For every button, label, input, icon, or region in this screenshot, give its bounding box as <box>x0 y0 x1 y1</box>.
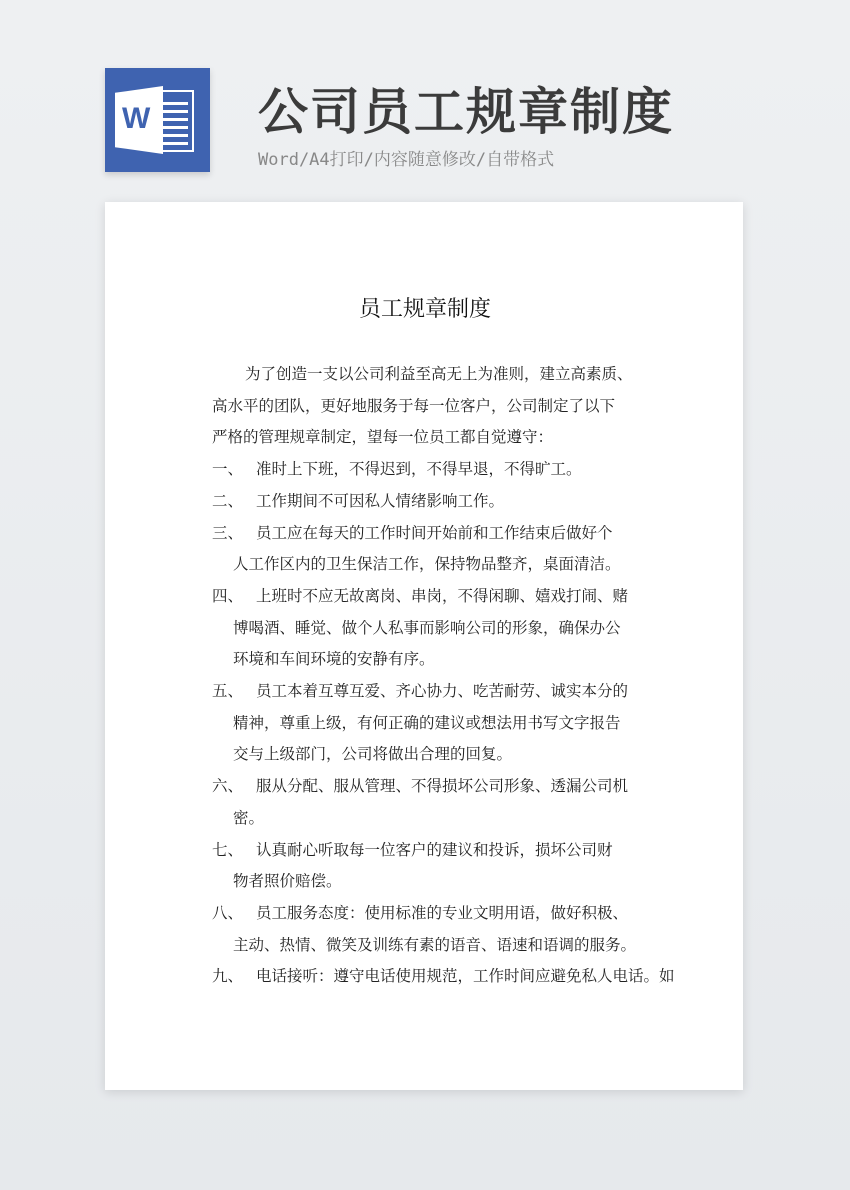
document-title: 员工规章制度 <box>358 297 491 322</box>
intro-line: 高水平的团队，更好地服务于每一位客户，公司制定了以下 <box>212 396 616 415</box>
item-line: 电话接听：遵守电话使用规范，工作时间应避免私人电话。如 <box>256 967 675 986</box>
item-number: 五、 <box>212 682 244 700</box>
item-line: 主动、热情、微笑及训练有素的语音、语速和语调的服务。 <box>233 935 637 954</box>
document-page <box>105 202 743 1090</box>
item-number: 七、 <box>212 840 244 859</box>
item-number: 一、 <box>212 460 244 479</box>
header-subtitle: Word/A4打印/内容随意修改/自带格式 <box>258 150 555 170</box>
item-number: 九、 <box>212 967 244 986</box>
item-line: 上班时不应无故离岗、串岗，不得闲聊、嬉戏打闹、赌 <box>256 586 629 605</box>
item-number: 八、 <box>212 903 244 922</box>
item-line: 工作期间不可因私人情绪影响工作。 <box>256 491 505 510</box>
item-number: 四、 <box>212 586 244 605</box>
item-number: 三、 <box>212 523 244 542</box>
item-line: 精神，尊重上级，有何正确的建议或想法用书写文字报告 <box>233 713 621 732</box>
word-logo-icon <box>105 68 210 172</box>
item-line: 员工本着互尊互爱、齐心协力、吃苦耐劳、诚实本分的 <box>256 682 629 700</box>
intro-line: 严格的管理规章制定，望每一位员工都自觉遵守： <box>212 428 554 447</box>
item-line: 员工应在每天的工作时间开始前和工作结束后做好个 <box>256 523 613 542</box>
item-line: 交与上级部门，公司将做出合理的回复。 <box>233 745 513 764</box>
item-line: 服从分配、服从管理、不得损坏公司形象、透漏公司机 <box>256 777 629 796</box>
item-line: 认真耐心听取每一位客户的建议和投诉，损坏公司财 <box>256 840 613 859</box>
intro-line: 为了创造一支以公司利益至高无上为准则，建立高素质、 <box>245 365 633 383</box>
item-line: 人工作区内的卫生保洁工作，保持物品整齐，桌面清洁。 <box>233 555 621 574</box>
item-line: 员工服务态度：使用标准的专业文明用语，做好积极、 <box>256 903 629 922</box>
item-number: 二、 <box>212 491 244 510</box>
item-number: 六、 <box>212 777 244 796</box>
item-line: 博喝酒、睡觉、做个人私事而影响公司的形象，确保办公 <box>233 618 621 637</box>
item-line: 物者照价赔偿。 <box>233 872 342 891</box>
logo-letter: W <box>122 102 151 135</box>
header-title: 公司员工规章制度 <box>258 83 674 141</box>
item-line: 准时上下班，不得迟到，不得早退，不得旷工。 <box>256 460 582 479</box>
item-line: 环境和车间环境的安静有序。 <box>233 650 435 669</box>
item-line: 密。 <box>233 808 265 827</box>
